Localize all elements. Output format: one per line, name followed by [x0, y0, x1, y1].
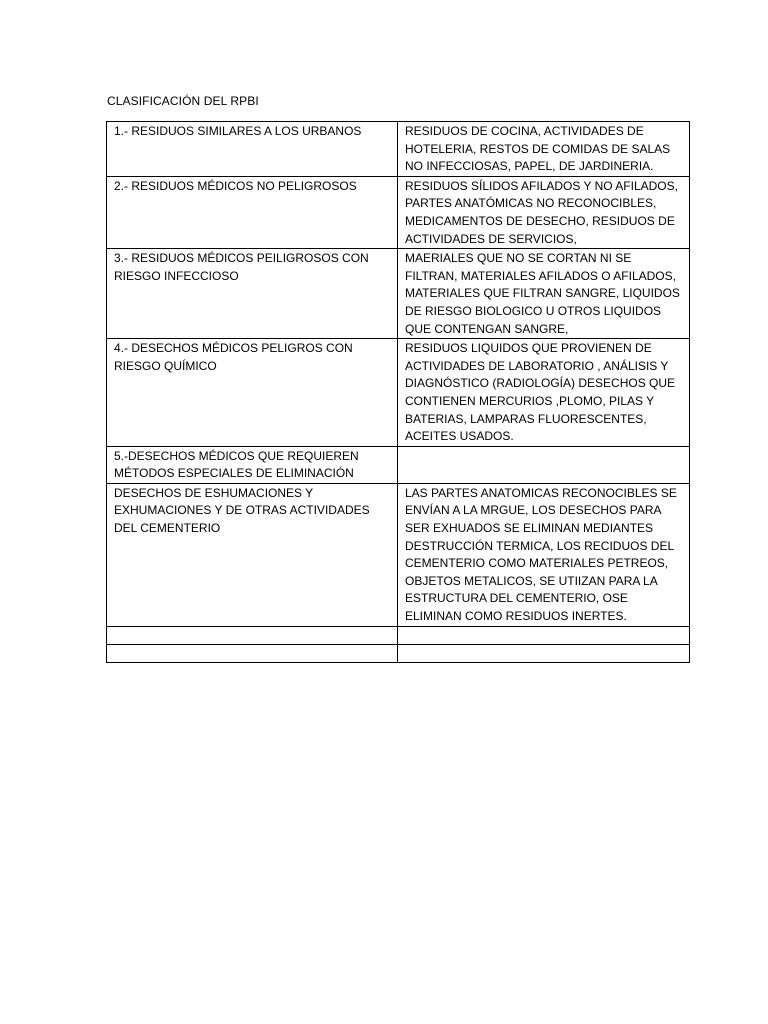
table-row [107, 339, 690, 447]
document-title: CLASIFICACIÓN DEL RPBI [107, 94, 259, 108]
table-row [107, 176, 690, 248]
category-cell: 3.- RESIDUOS MÉDICOS PEILIGROSOS CON RIESGO INFECCIOSO [107, 249, 398, 339]
table-row [107, 446, 690, 483]
description-cell [398, 446, 690, 483]
table-row [107, 122, 690, 177]
description-cell [398, 644, 690, 662]
table-row [107, 483, 690, 626]
table-row [107, 249, 690, 339]
rpbi-classification-table [106, 121, 690, 663]
category-cell [107, 626, 398, 644]
description-cell [398, 626, 690, 644]
table-row [107, 626, 690, 644]
category-cell: 4.- DESECHOS MÉDICOS PELIGROS CON RIESGO QUÍMICO [107, 339, 398, 447]
category-cell: 1.- RESIDUOS SIMILARES A LOS URBANOS [107, 122, 398, 177]
description-cell: RESIDUOS LIQUIDOS QUE PROVIENEN DE ACTIVIDADES DE LABORATORIO , ANÁLISIS Y DIAGNÓSTICO (RADIOLOGÍA) DESECHOS QUE CONTIENEN MERCURIOS ,PLOMO, PILAS Y BATERIAS, LAMPARAS FLUORESCENTES, ACEITES USADOS. [398, 339, 690, 447]
description-cell: LAS PARTES ANATOMICAS RECONOCIBLES SE ENVÍAN A LA MRGUE, LOS DESECHOS PARA SER EXHUADOS SE ELIMINAN MEDIANTES DESTRUCCIÓN TERMICA, LOS RECIDUOS DEL CEMENTERIO COMO MATERIALES PETREOS, OBJETOS METALICOS, SE UTIIZAN PARA LA ESTRUCTURA DEL CEMENTERIO, OSE ELIMINAN COMO RESIDUOS INERTES. [398, 483, 690, 626]
category-cell [107, 644, 398, 662]
description-cell: MAERIALES QUE NO SE CORTAN NI SE FILTRAN, MATERIALES AFILADOS O AFILADOS, MATERIALES QUE FILTRAN SANGRE, LIQUIDOS DE RIESGO BIOLOGICO U OTROS LIQUIDOS QUE CONTENGAN SANGRE, [398, 249, 690, 339]
category-cell: 5.-DESECHOS MÉDICOS QUE REQUIEREN MÉTODOS ESPECIALES DE ELIMINACIÓN [107, 446, 398, 483]
description-cell: RESIDUOS SÍLIDOS AFILADOS Y NO AFILADOS, PARTES ANATÓMICAS NO RECONOCIBLES, MEDICAMENTOS DE DESECHO, RESIDUOS DE ACTIVIDADES DE SERVICIOS, [398, 176, 690, 248]
description-cell: RESIDUOS DE COCINA, ACTIVIDADES DE HOTELERIA, RESTOS DE COMIDAS DE SALAS NO INFECCIOSAS, PAPEL, DE JARDINERIA. [398, 122, 690, 177]
category-cell: 2.- RESIDUOS MÉDICOS NO PELIGROSOS [107, 176, 398, 248]
table-row [107, 644, 690, 662]
category-cell: DESECHOS DE ESHUMACIONES Y EXHUMACIONES Y DE OTRAS ACTIVIDADES DEL CEMENTERIO [107, 483, 398, 626]
